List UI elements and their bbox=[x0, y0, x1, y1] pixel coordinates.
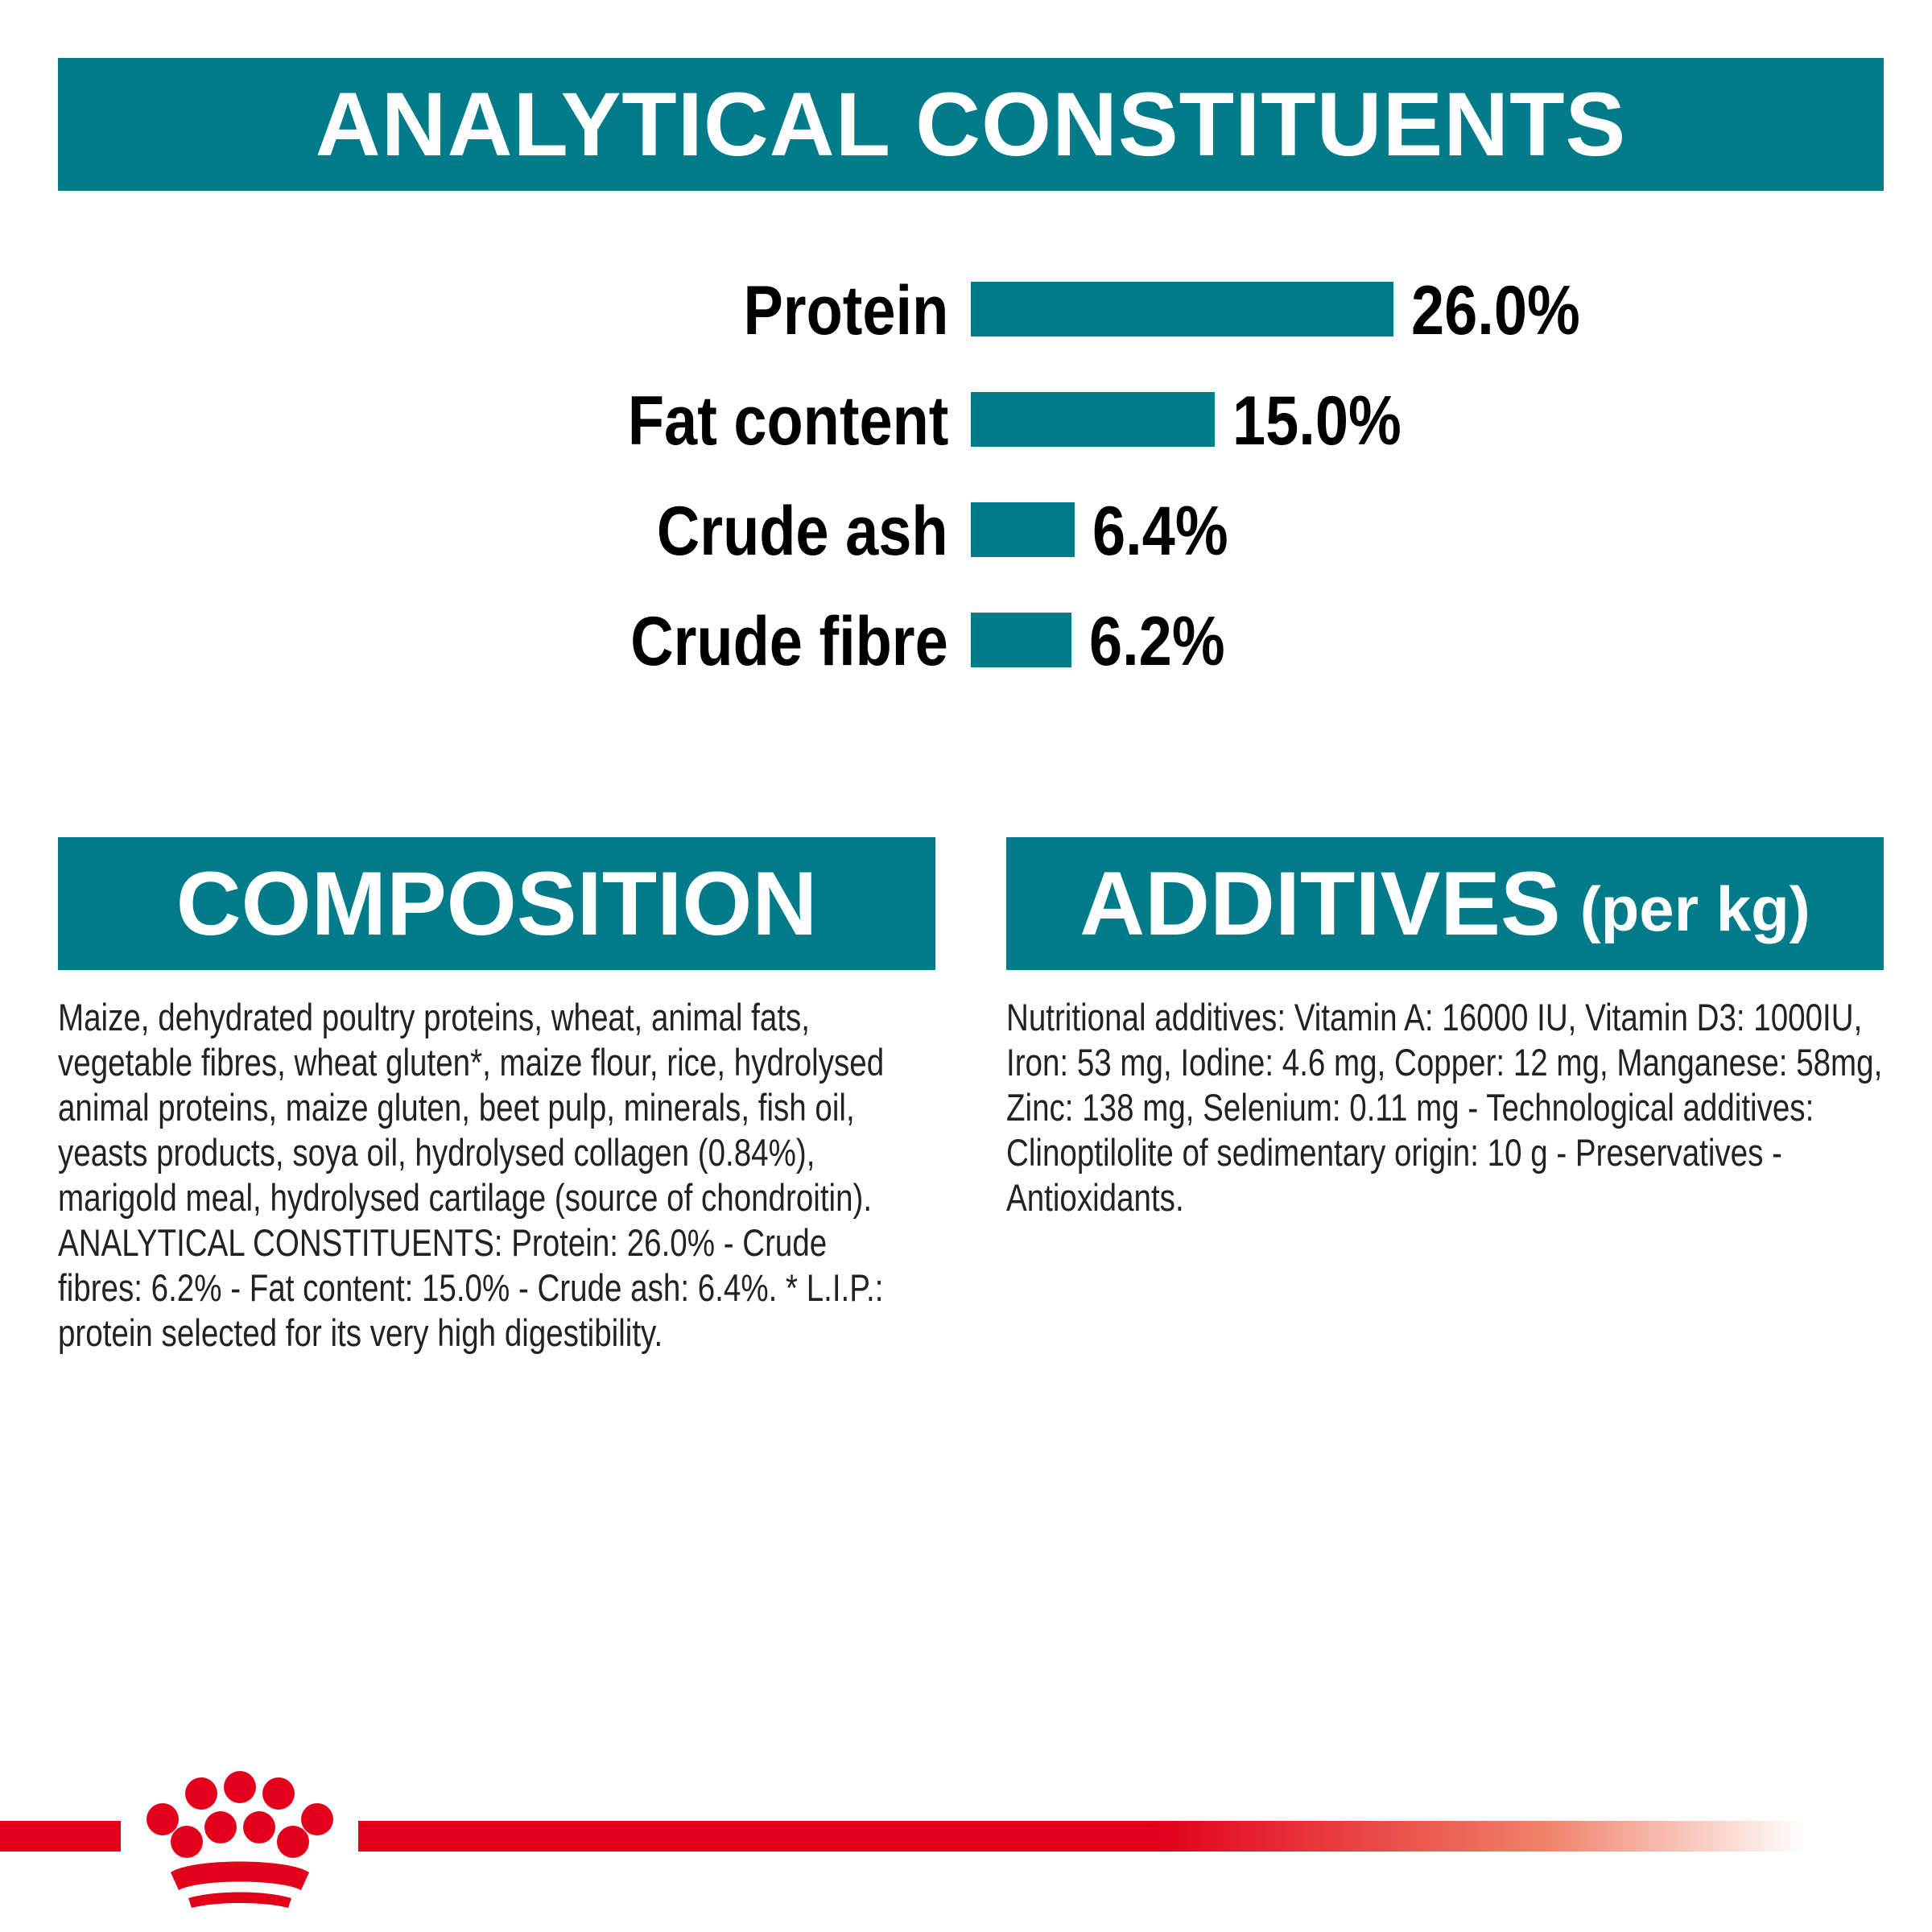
additives-heading bbox=[1006, 837, 1884, 970]
chart-category-label: Fat content bbox=[627, 382, 948, 460]
footer-red-line-left bbox=[0, 1821, 121, 1852]
composition-heading bbox=[58, 837, 935, 970]
additives-subtitle: (per kg) bbox=[1579, 873, 1810, 944]
analytical-constituents-heading bbox=[58, 58, 1884, 191]
chart-bar bbox=[971, 613, 1071, 667]
chart-value-label: 15.0% bbox=[1232, 382, 1402, 460]
additives-text: Nutritional additives: Vitamin A: 16000 IU, Vitamin D3: 1000IU, Iron: 53 mg, Iodine: 4.6 mg, Copper: 12 mg, Manganese: 58mg, Zinc: 138 mg, Selenium: 0.11 mg - Technological additives: Clinoptilolite of sedimentary origin: 10 g - Preservatives - Antioxidants. bbox=[1006, 996, 1883, 1219]
chart-bar bbox=[971, 282, 1393, 336]
composition-text: Maize, dehydrated poultry proteins, wheat, animal fats, vegetable fibres, wheat gluten*, maize flour, rice, hydrolysed animal proteins, maize gluten, beet pulp, minerals, fish oil, yeasts products, soya oil, hydrolysed collagen (0.84%), marigold meal, hydrolysed cartilage (source of chondroitin). ANALYTICAL CONSTITUENTS: Protein: 26.0% - Crude fibres: 6.2% - Fat content: 15.0% - Crude ash: 6.4%. * L.I.P.: protein selected for its very high digestibility. bbox=[58, 996, 885, 1354]
chart-bar bbox=[971, 392, 1215, 447]
chart-value-label: 6.2% bbox=[1089, 603, 1225, 680]
additives-title: ADDITIVES bbox=[1080, 853, 1561, 954]
footer-red-line-right bbox=[358, 1821, 1807, 1852]
chart-value-label: 6.4% bbox=[1092, 493, 1228, 570]
composition-title: COMPOSITION bbox=[175, 853, 818, 954]
chart-bar bbox=[971, 502, 1075, 557]
chart-row bbox=[0, 382, 1932, 460]
royal-canin-crown-icon bbox=[135, 1769, 345, 1922]
chart-value-label: 26.0% bbox=[1411, 272, 1580, 349]
chart-row bbox=[0, 272, 1932, 349]
chart-row bbox=[0, 493, 1932, 570]
chart-row bbox=[0, 603, 1932, 680]
chart-category-label: Protein bbox=[743, 272, 948, 349]
chart-category-label: Crude fibre bbox=[630, 603, 948, 680]
analytical-constituents-title: ANALYTICAL CONSTITUENTS bbox=[315, 74, 1627, 175]
chart-category-label: Crude ash bbox=[657, 493, 948, 570]
